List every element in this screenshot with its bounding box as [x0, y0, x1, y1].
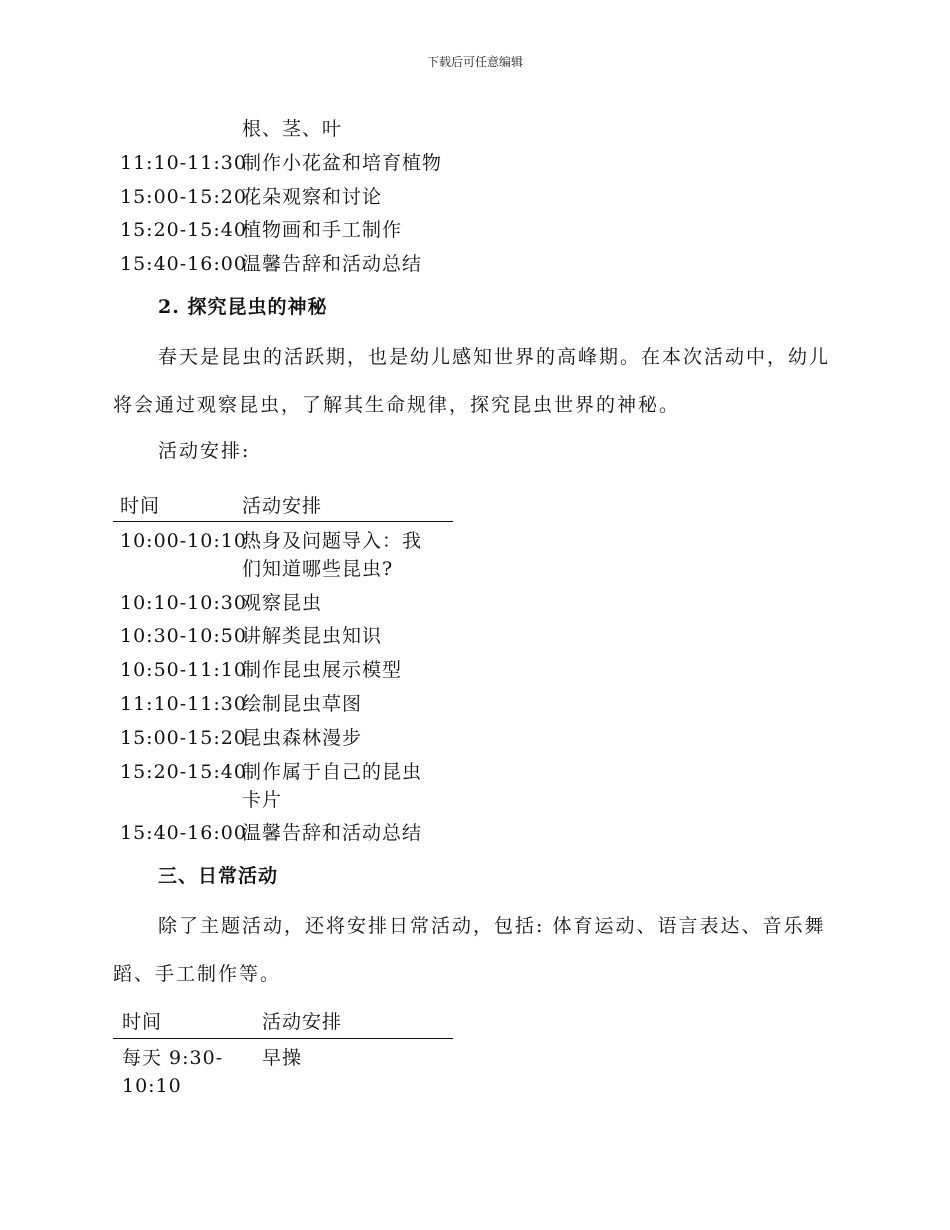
- table-row-continuation: [115, 786, 282, 814]
- table-row: [115, 622, 382, 650]
- table-row: [115, 819, 422, 847]
- table-row: [115, 690, 362, 718]
- time-cell: 15:20-15:40: [120, 761, 247, 783]
- table-header-row: [115, 492, 322, 520]
- time-cell: 15:20-15:40: [120, 219, 247, 241]
- time-cell-continuation: 10:10: [122, 1075, 182, 1097]
- activity-cell: 温馨告辞和活动总结: [242, 822, 423, 844]
- table-row: [115, 216, 402, 244]
- time-cell: 15:00-15:20: [120, 727, 247, 749]
- activity-cell: 植物画和手工制作: [242, 219, 403, 241]
- activity-cell: 花朵观察和讨论: [242, 186, 383, 208]
- section-heading: 三、日常活动: [158, 865, 279, 887]
- section-paragraph: 除了主题活动，还将安排日常活动，包括: 体育运动、语言表达、音乐舞蹈、手工制作等。: [113, 915, 826, 985]
- activity-cell: 讲解类昆虫知识: [242, 625, 383, 647]
- table-divider: [113, 1038, 453, 1039]
- table-row: [115, 115, 342, 143]
- time-cell: 10:30-10:50: [120, 625, 247, 647]
- time-cell: 10:10-10:30: [120, 592, 247, 614]
- time-cell: 15:40-16:00: [120, 253, 247, 275]
- activity-cell: 制作小花盆和培育植物: [242, 152, 443, 174]
- table-row: [115, 656, 402, 684]
- activity-cell: 绘制昆虫草图: [242, 693, 363, 715]
- table-row: [115, 149, 442, 177]
- activity-cell: 制作昆虫展示模型: [242, 659, 403, 681]
- time-cell: 11:10-11:30: [120, 152, 247, 174]
- table-row-continuation: [115, 555, 393, 583]
- time-cell: 15:40-16:00: [120, 822, 247, 844]
- section-heading: 2. 探究昆虫的神秘: [158, 296, 328, 318]
- header-time: 时间: [122, 1011, 163, 1033]
- time-cell: 15:00-15:20: [120, 186, 247, 208]
- time-cell: 每天 9:30-: [122, 1047, 224, 1069]
- time-cell: 10:00-10:10: [120, 530, 247, 552]
- section-paragraph: 春天是昆虫的活跃期，也是幼儿感知世界的高峰期。在本次活动中，幼儿将会通过观察昆虫，了解其生命规律，探究昆虫世界的神秘。: [113, 346, 831, 416]
- header-time: 时间: [120, 495, 161, 517]
- activity-cell: 温馨告辞和活动总结: [242, 253, 423, 275]
- activity-cell: 热身及问题导入：我: [242, 530, 423, 552]
- table-row: [115, 250, 422, 278]
- schedule-label: 活动安排:: [158, 440, 251, 462]
- table-row: [115, 758, 422, 786]
- table-row: [115, 183, 382, 211]
- activity-cell: 们知道哪些昆虫?: [242, 558, 394, 580]
- activity-cell: 早操: [262, 1047, 303, 1069]
- header-activity: 活动安排: [262, 1011, 343, 1033]
- time-cell: 10:50-11:10: [120, 659, 247, 681]
- activity-cell: 昆虫森林漫步: [242, 727, 363, 749]
- time-cell: 11:10-11:30: [120, 693, 247, 715]
- activity-cell: 根、茎、叶: [242, 118, 343, 140]
- table-row: [115, 724, 362, 752]
- activity-cell: 制作属于自己的昆虫: [242, 761, 423, 783]
- table-row: [115, 589, 322, 617]
- table-divider: [113, 521, 453, 522]
- page-header: 下载后可任意编辑: [426, 55, 523, 69]
- activity-cell: 卡片: [242, 789, 283, 811]
- header-activity: 活动安排: [242, 495, 323, 517]
- table-row: [115, 527, 422, 555]
- activity-cell: 观察昆虫: [242, 592, 323, 614]
